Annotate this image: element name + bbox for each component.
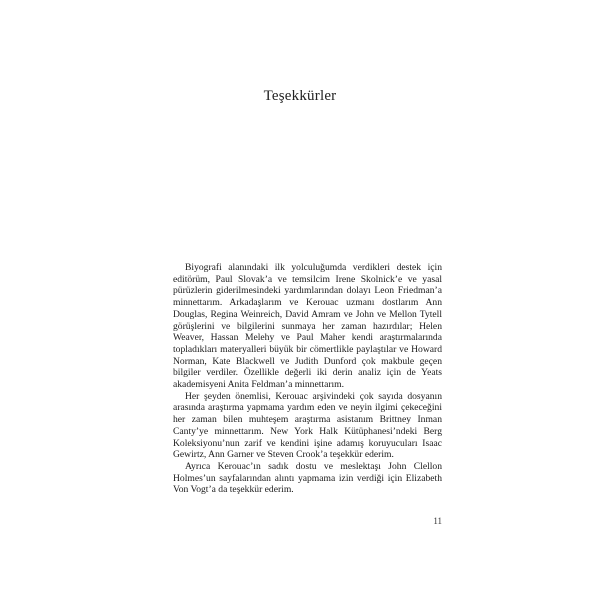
paragraph-2: Her şeyden önemlisi, Kerouac arşivindeki çok sayıda dosyanın arasında araştırma yapmama yardım eden ve neyin ilgimi çekeceğini her zaman bilen muhteşem araştırma asistanım Brittney Inman Canty’ye minnettarım. New York Halk Kütüphanesi’ndeki Berg Koleksiyonu’nun zarif ve kendini işine adamış koruyucuları Isaac Gewirtz, Ann Garner ve Steven Crook’a teşekkür ederim. [173, 390, 442, 461]
page-number: 11 [433, 516, 442, 526]
paragraph-3: Ayrıca Kerouac’ın sadık dostu ve meslektaşı John Clellon Holmes’un sayfalarından alıntı yapmama izin verdiği için Elizabeth Von Vogt’a da teşekkür ederim. [173, 460, 442, 496]
acknowledgements-body [173, 262, 442, 496]
chapter-title: Teşekkürler [263, 88, 337, 104]
paragraph-1: Biyografi alanındaki ilk yolculuğumda verdikleri destek için editörüm, Paul Slovak’a ve temsilcim Irene Skolnick’e ve yasal pürüzlerin giderilmesindeki yardımlarından dolayı Leon Friedman’a minnettarım. Arkadaşlarım ve Kerouac uzmanı dostlarım Ann Douglas, Regina Weinreich, David Amram ve John ve Mellon Tytell görüşlerini ve bilgilerini sunmaya her zaman hazırdılar; Helen Weaver, Hassan Melehy ve Paul Maher kendi araştırmalarında topladıkları materyalleri büyük bir cömertlikle paylaştılar ve Howard Norman, Kate Blackwell ve Judith Dunford çok makbule geçen bilgiler verdiler. Özellikle değerli iki derin analiz için de Yeats akademisyeni Anita Feldman’a minnettarım. [173, 262, 442, 391]
